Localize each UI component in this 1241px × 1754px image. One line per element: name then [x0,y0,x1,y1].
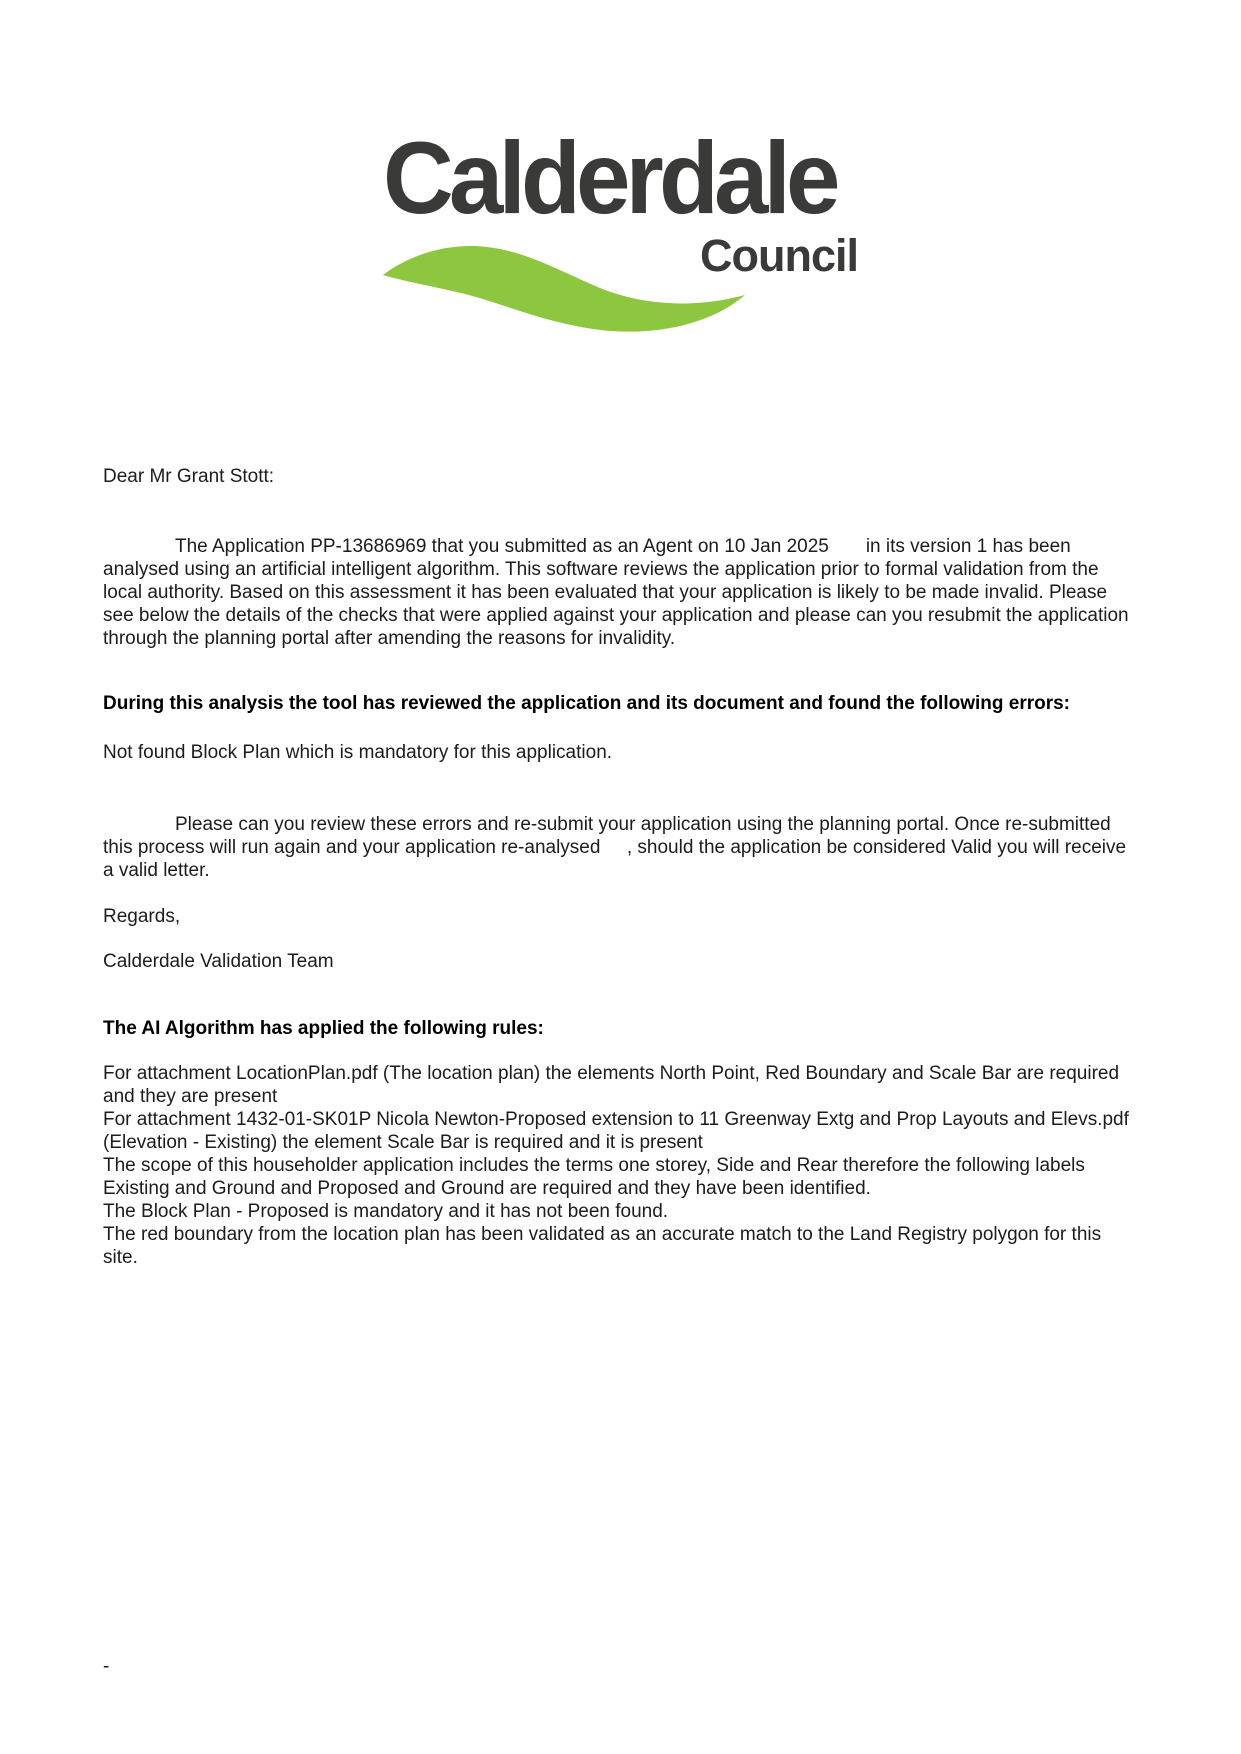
logo-brand-text: Calderdale [383,121,836,235]
intro-paragraph: The Application PP-13686969 that you submitted as an Agent on 10 Jan 2025 in its version 1 has been analysed using an artificial intelligent algorithm. This software reviews the application prior to formal validation from the local authority. Based on this assessment it has been evaluated that your application is likely to be made invalid. Please see below the details of the checks that were applied against your application and please can you resubmit the application through the planning portal after amending the reasons for invalidity. [103,536,1129,649]
rule-item: The scope of this householder application includes the terms one storey, Side and Rear therefore the following labels Existing and Ground and Proposed and Ground are required and they have been identified. [103,1155,1085,1199]
footer-mark: - [103,1656,110,1677]
rules-list [103,1062,1139,1269]
rule-item: For attachment 1432-01-SK01P Nicola Newton-Proposed extension to 11 Greenway Extg and Prop Layouts and Elevs.pdf (Elevation - Existing) the element Scale Bar is required and it is present [103,1109,1129,1153]
logo-swoosh-icon [383,245,745,333]
calderdale-logo [383,121,858,339]
salutation: Dear Mr Grant Stott: [103,466,275,487]
rule-item: The Block Plan - Proposed is mandatory and it has not been found. [103,1201,669,1222]
rule-item: For attachment LocationPlan.pdf (The location plan) the elements North Point, Red Boundary and Scale Bar are required and they are present [103,1063,1120,1107]
rule-item: The red boundary from the location plan has been validated as an accurate match to the Land Registry polygon for this site. [103,1224,1102,1268]
resubmit-paragraph: Please can you review these errors and re-submit your application using the planning portal. Once re-submitted this process will run again and your application re-analysed , should the application be considered Valid you will receive a valid letter. [103,814,1127,881]
rules-heading: The AI Algorithm has applied the following rules: [103,1018,544,1039]
error-item: Not found Block Plan which is mandatory for this application. [103,742,613,763]
logo-council-text: Council [700,230,858,281]
signature: Calderdale Validation Team [103,951,334,972]
errors-heading: During this analysis the tool has reviewed the application and its document and found the following errors: [103,693,1070,714]
closing: Regards, [103,906,181,927]
